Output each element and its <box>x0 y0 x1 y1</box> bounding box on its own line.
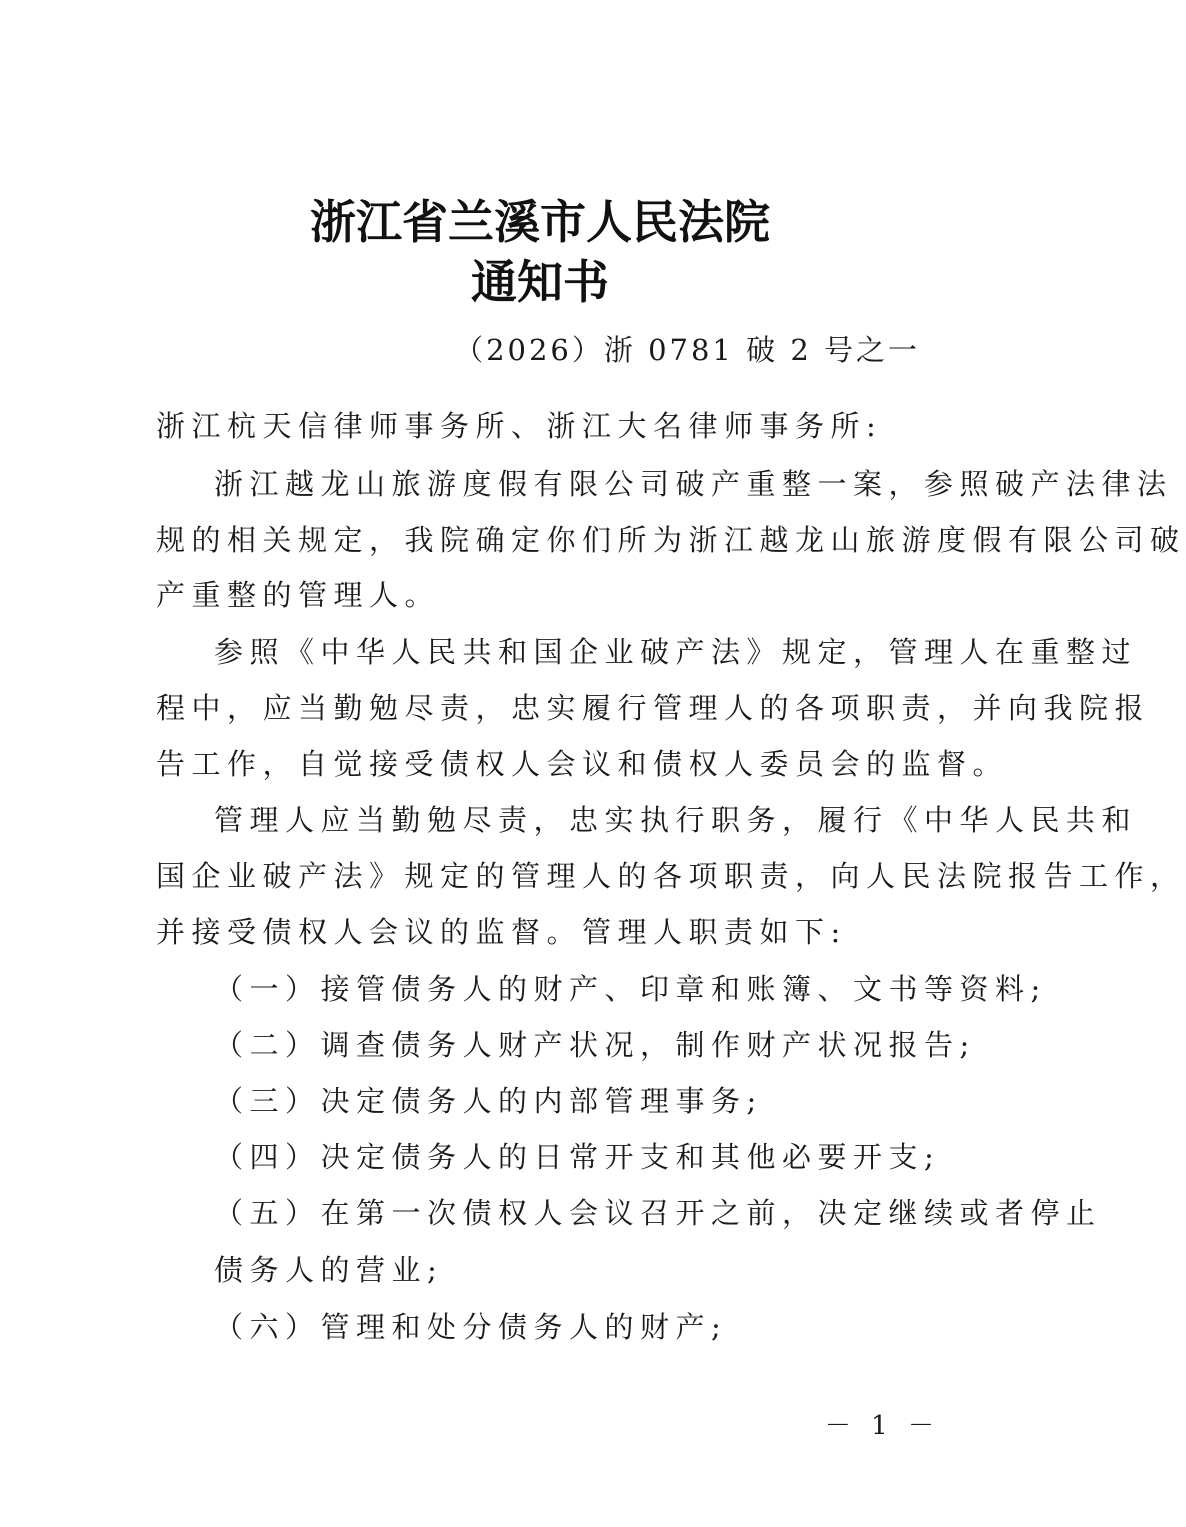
duty-item: （四）决定债务人的日常开支和其他必要开支; <box>214 1140 941 1174</box>
body-line: 参照《中华人民共和国企业破产法》规定，管理人在重整过 <box>214 635 1138 669</box>
body-line: 国企业破产法》规定的管理人的各项职责，向人民法院报告工作， <box>156 859 1186 893</box>
duty-item: （三）决定债务人的内部管理事务; <box>214 1084 763 1118</box>
page-number: － 1 － <box>824 1411 940 1441</box>
addressee: 浙江杭天信律师事务所、浙江大名律师事务所: <box>156 409 883 443</box>
body-line: 程中，应当勤勉尽责，忠实履行管理人的各项职责，并向我院报 <box>156 691 1151 725</box>
body-line: 管理人应当勤勉尽责，忠实执行职务，履行《中华人民共和 <box>214 803 1138 837</box>
duty-item: （二）调查债务人财产状况，制作财产状况报告; <box>214 1028 976 1062</box>
document-number: （2026）浙 0781 破 2 号之一 <box>454 333 920 367</box>
duty-item: （五）在第一次债权人会议召开之前，决定继续或者停止 <box>214 1196 1102 1230</box>
body-line: 并接受债权人会议的监督。管理人职责如下: <box>156 915 847 949</box>
body-line: 告工作，自觉接受债权人会议和债权人委员会的监督。 <box>156 747 1009 781</box>
body-line: 规的相关规定，我院确定你们所为浙江越龙山旅游度假有限公司破 <box>156 523 1186 557</box>
duty-item: （六）管理和处分债务人的财产; <box>214 1310 728 1344</box>
body-line: 浙江越龙山旅游度假有限公司破产重整一案，参照破产法律法 <box>214 467 1173 501</box>
duty-item: （一）接管债务人的财产、印章和账簿、文书等资料; <box>214 972 1047 1006</box>
body-line: 产重整的管理人。 <box>156 578 441 612</box>
court-name-title: 浙江省兰溪市人民法院 <box>310 195 770 249</box>
document-type-title: 通知书 <box>471 255 609 309</box>
duty-item-continuation: 债务人的营业; <box>214 1253 444 1287</box>
